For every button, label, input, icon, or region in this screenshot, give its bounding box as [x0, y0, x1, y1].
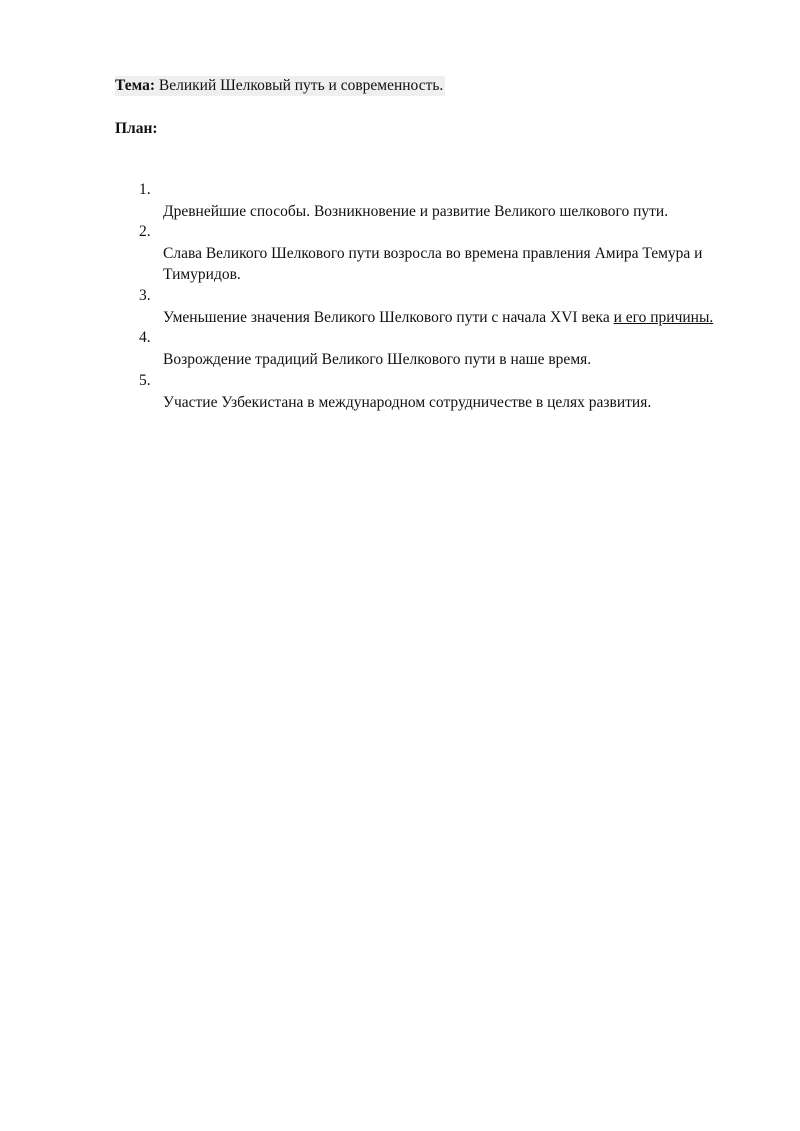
- plan-item-3-number: 3.: [139, 287, 151, 304]
- plan-item-2-text: Слава Великого Шелкового пути возросла во времена правления Амира Темура и Тимуридов.: [163, 245, 703, 283]
- plan-item-5-text: Участие Узбекистана в международном сотрудничестве в целях развития.: [163, 394, 652, 411]
- plan-item-1-text: Древнейшие способы. Возникновение и развитие Великого шелкового пути.: [163, 203, 669, 220]
- plan-heading: План:: [115, 120, 158, 137]
- plan-item-3-text: Уменьшение значения Великого Шелкового пути с начала XVI века: [163, 309, 610, 326]
- topic-line: [115, 76, 445, 96]
- plan-item-5-number: 5.: [139, 372, 151, 389]
- plan-item-4-text: Возрождение традиций Великого Шелкового пути в наше время.: [163, 351, 592, 368]
- plan-item-1-number: 1.: [139, 181, 151, 198]
- plan-item-3-underlined-text: и его причины.: [613, 309, 714, 326]
- topic-label: Тема:: [115, 77, 155, 94]
- plan-item-2-number: 2.: [139, 223, 151, 240]
- plan-item-3-text-block: [163, 307, 763, 328]
- plan-item-4-number: 4.: [139, 329, 151, 346]
- topic-text: Великий Шелковый путь и современность.: [158, 77, 444, 94]
